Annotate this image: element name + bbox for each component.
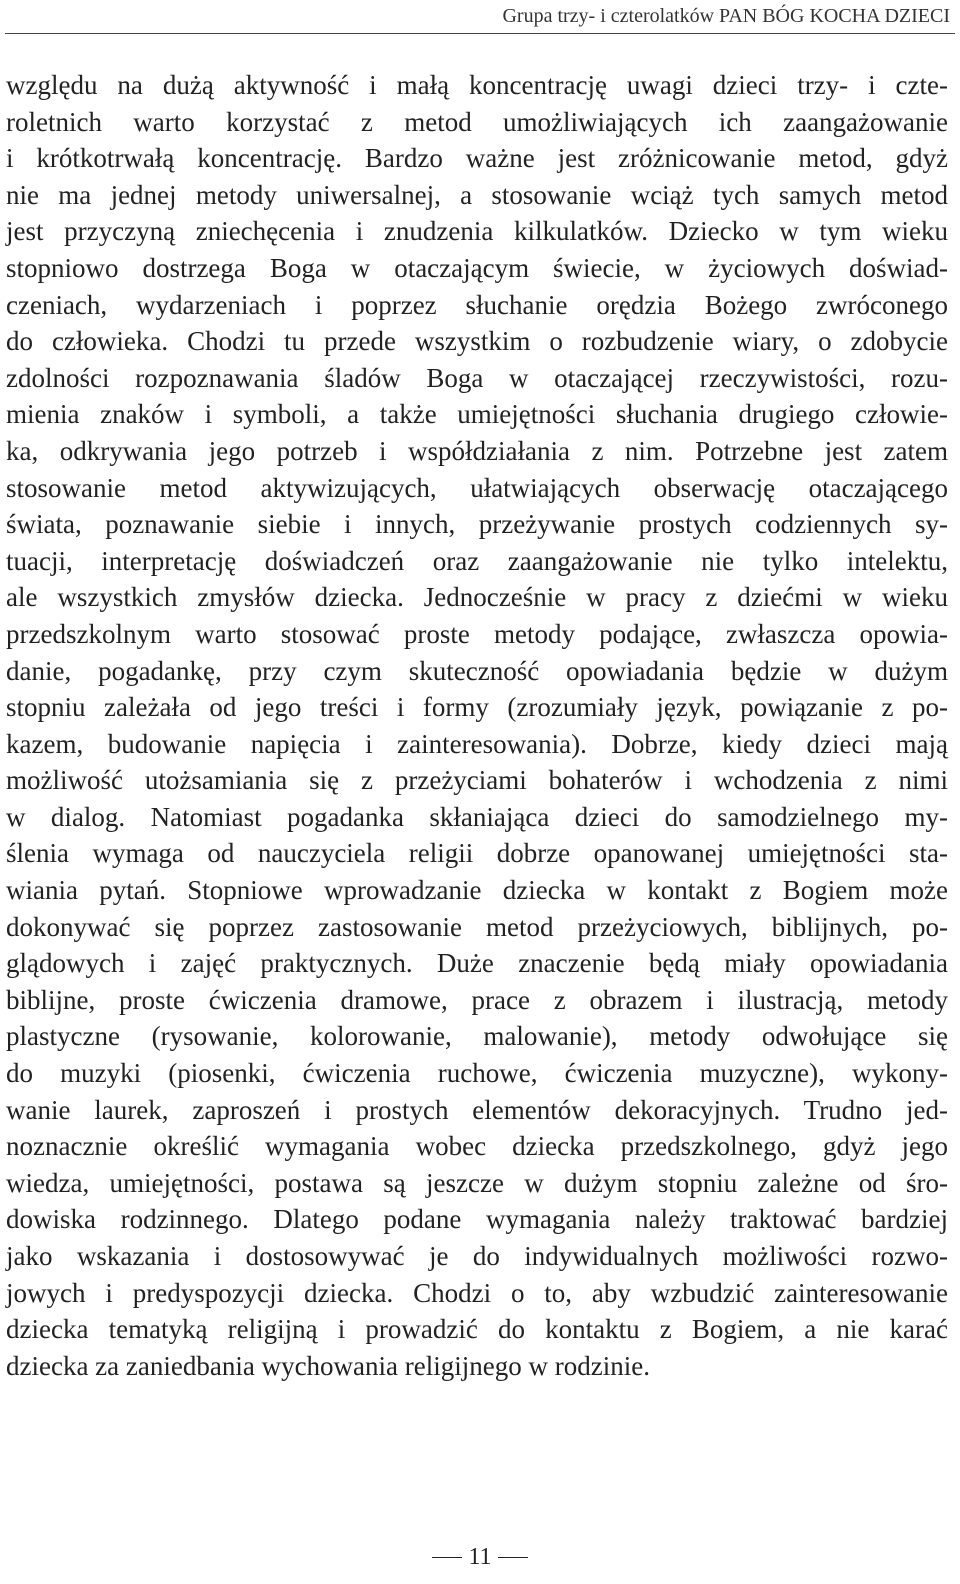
- text-line: zdolności rozpoznawania śladów Boga w otaczającej rzeczywistości, rozu-: [6, 362, 948, 393]
- running-header: Grupa trzy- i czterolatków PAN BÓG KOCHA DZIECI: [502, 5, 950, 27]
- text-line: świata, poznawanie siebie i innych, przeżywanie prostych codziennych sy-: [6, 509, 948, 540]
- header-rule: [5, 33, 955, 34]
- text-line: dziecka tematyką religijną i prowadzić do kontaktu z Bogiem, a nie karać: [6, 1314, 948, 1345]
- text-line: nie ma jednej metody uniwersalnej, a stosowanie wciąż tych samych metod: [6, 179, 948, 210]
- text-line: roletnich warto korzystać z metod umożliwiających ich zaangażowanie: [6, 106, 948, 137]
- text-line: ka, odkrywania jego potrzeb i współdziałania z nim. Potrzebne jest zatem: [6, 435, 948, 466]
- text-line: mienia znaków i symboli, a także umiejętności słuchania drugiego człowie-: [6, 399, 948, 430]
- text-line: czeniach, wydarzeniach i poprzez słuchanie orędzia Bożego zwróconego: [6, 289, 948, 320]
- text-line: względu na dużą aktywność i małą koncentrację uwagi dzieci trzy- i czte-: [6, 70, 948, 100]
- text-line: do człowieka. Chodzi tu przede wszystkim o rozbudzenie wiary, o zdobycie: [6, 326, 948, 357]
- text-line: dowiska rodzinnego. Dlatego podane wymagania należy traktować bardziej: [6, 1204, 948, 1235]
- text-line: jowych i predyspozycji dziecka. Chodzi o to, aby wzbudzić zainteresowanie: [6, 1277, 948, 1308]
- text-line: możliwość utożsamiania się z przeżyciami bohaterów i wchodzenia z nimi: [6, 765, 948, 796]
- page-number: 11: [468, 1544, 492, 1570]
- text-line: ale wszystkich zmysłów dziecka. Jednocześnie w pracy z dziećmi w wieku: [6, 582, 948, 613]
- footer-dash-left: [432, 1557, 462, 1558]
- text-line: plastyczne (rysowanie, kolorowanie, malowanie), metody odwołujące się: [6, 1021, 948, 1052]
- text-line: stopniu zależała od jego treści i formy (zrozumiały język, powiązanie z po-: [6, 692, 948, 723]
- text-line: stopniowo dostrzega Boga w otaczającym świecie, w życiowych doświad-: [6, 252, 948, 283]
- text-line: kazem, budowanie napięcia i zainteresowania). Dobrze, kiedy dzieci mają: [6, 728, 948, 759]
- text-line: noznacznie określić wymagania wobec dziecka przedszkolnego, gdyż jego: [6, 1131, 948, 1162]
- text-line: i krótkotrwałą koncentrację. Bardzo ważne jest zróżnicowanie metod, gdyż: [6, 143, 948, 174]
- text-line: wanie laurek, zaproszeń i prostych elementów dekoracyjnych. Trudno jed-: [6, 1094, 948, 1125]
- text-line: dokonywać się poprzez zastosowanie metod przeżyciowych, biblijnych, po-: [6, 911, 948, 942]
- footer-dash-right: [498, 1557, 528, 1558]
- text-line: ślenia wymaga od nauczyciela religii dobrze opanowanej umiejętności sta-: [6, 838, 948, 869]
- text-line: stosowanie metod aktywizujących, ułatwiających obserwację otaczającego: [6, 472, 948, 503]
- text-line: jest przyczyną zniechęcenia i znudzenia kilkulatków. Dziecko w tym wieku: [6, 216, 948, 247]
- text-line: w dialog. Natomiast pogadanka skłaniająca dzieci do samodzielnego my-: [6, 801, 948, 832]
- text-line: jako wskazania i dostosowywać je do indywidualnych możliwości rozwo-: [6, 1241, 948, 1271]
- text-line: tuacji, interpretację doświadczeń oraz zaangażowanie nie tylko intelektu,: [6, 545, 948, 576]
- text-line: glądowych i zajęć praktycznych. Duże znaczenie będą miały opowiadania: [6, 948, 948, 979]
- text-line: biblijne, proste ćwiczenia dramowe, prace z obrazem i ilustracją, metody: [6, 984, 948, 1015]
- text-line: danie, pogadankę, przy czym skuteczność opowiadania będzie w dużym: [6, 655, 948, 686]
- page-footer: [0, 1542, 960, 1572]
- body-paragraph: [6, 67, 948, 1384]
- text-line: przedszkolnym warto stosować proste metody podające, zwłaszcza opowia-: [6, 618, 948, 649]
- text-line: dziecka za zaniedbania wychowania religijnego w rodzinie.: [6, 1350, 650, 1381]
- text-line: wiedza, umiejętności, postawa są jeszcze w dużym stopniu zależne od śro-: [6, 1167, 948, 1198]
- text-line: do muzyki (piosenki, ćwiczenia ruchowe, ćwiczenia muzyczne), wykony-: [6, 1058, 948, 1089]
- text-line: wiania pytań. Stopniowe wprowadzanie dziecka w kontakt z Bogiem może: [6, 875, 948, 906]
